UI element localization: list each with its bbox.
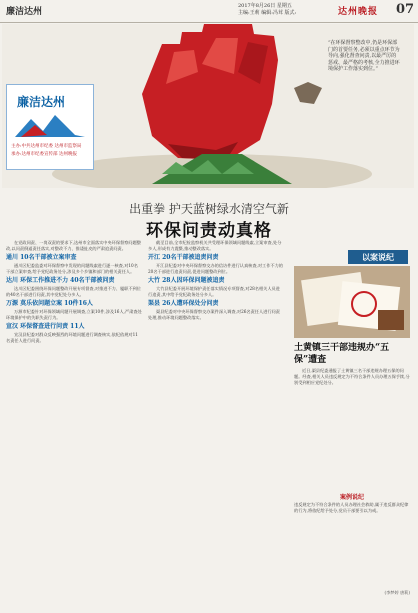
paragraph-wanyuan: 万源市纪委针对环保领域问题开展调查,立案10件,涉及16人,严肃查处环境保护中的失职失责行为。: [6, 309, 142, 320]
article-column-2: [148, 240, 284, 610]
pull-quote: “在环保督察整改中,仍是环保部门的首要任务,必须以重点环节为导向,强化督查问责,以最严厉的惩戒、最严格的考核,全力推进环境保护工作落实到位。”: [328, 40, 400, 73]
subhead-quxian: 渠县 26人遭环保处分问责: [148, 300, 219, 307]
case-heading: 案例说纪: [339, 494, 364, 501]
sidebar-photo: [294, 266, 410, 338]
case-author: (李梦婷 唐莉): [384, 590, 410, 595]
case-text: 违反规定为不符合条件的人员办理社会救助,属于违反群众纪律的行为,将依纪给予处分,党员干部要引以为戒。: [294, 502, 409, 513]
paragraph-quxian: 渠县纪委对中央环保督察交办案件深入调查,对26名责任人进行问责处理,推动环境问题整改落实。: [148, 309, 280, 320]
subhead-dachuan: 达川 环保工作推进不力 40名干部被问责: [6, 277, 115, 284]
sidebar-paragraph: 近日,渠县纪委通报了土黄镇三名干部违规办理五保的问题。经查,相关人员违反规定为不符合条件人员办理五保手续,分别受到相应党纪处分。: [294, 368, 410, 385]
column-badge: [6, 84, 94, 170]
mountain-logo-icon: [15, 113, 85, 139]
page-header: [0, 0, 418, 23]
section-title: 廉洁达州: [6, 7, 43, 17]
issue-meta: [238, 3, 296, 17]
badge-host-line: 承办:达州市纪委宣传部 达州晚报: [11, 152, 77, 157]
sidebar-text: [294, 368, 410, 387]
intro-paragraph: 在党政同责、一岗双责的要求下,达州市全面落实中央环保督察问题整改,以问责倒逼责任落实,对整改不力、推诿扯皮的严肃追责问责。: [6, 240, 141, 251]
paragraph-summary: 截至目前,全市纪检监察机关共受理环保领域问题线索,立案审查,处分多人,形成有力震慑,推动整改落实。: [148, 240, 282, 251]
newspaper-logo: 达州晚报: [338, 7, 379, 17]
sidebar-case: [290, 250, 414, 568]
hero-illustration: [2, 24, 414, 188]
subhead-tongchuan: 通川 10名干部被立案审查: [6, 254, 77, 261]
paragraph-dazhu: 大竹县纪委开展环境保护责任落实情况专项督查,对28名相关人员进行追责,其中给予党纪政务处分多人。: [148, 286, 280, 297]
badge-organizer-line: 主办:中共达州市纪委 达州市监察局: [11, 144, 82, 149]
sidebar-headline: 土黄镇三干部违规办“五保”遭查: [294, 343, 390, 365]
article-column-1: [6, 240, 142, 610]
subhead-kaijiang: 开江 20名干部被追责问责: [148, 254, 219, 261]
date-line: 2017年8月26日 星期五: [238, 3, 292, 9]
sidebar-tag: 以案说纪: [348, 250, 408, 264]
paragraph-kaijiang: 开江县纪委对中央环保督察交办的信访件进行认真核查,对工作不力的20名干部进行追责问责,促进问题整改到位。: [148, 263, 283, 274]
kicker-headline: 出重拳 护天蓝树绿水清空气新: [129, 202, 289, 216]
subhead-wanyuan: 万源 莫乐依问题立案 10件16人: [6, 300, 93, 307]
subhead-dazhu: 大竹 28人因环保问题被追责: [148, 277, 225, 284]
paragraph-xuanhan: 宣汉县纪委对群众反映强烈的环境问题进行调查核实,依纪依规对11名责任人进行问责。: [6, 332, 138, 343]
paragraph-dachuan: 达川区纪委围绕环保问题整改开展专项督查,对推进不力、履职不到位的40名干部进行问责,其中党纪处分多人。: [6, 286, 141, 297]
subhead-xuanhan: 宣汉 环保督查进行问责 11人: [6, 323, 85, 330]
badge-title: 廉洁达州: [17, 95, 66, 109]
document-photo-icon: [294, 266, 410, 338]
paragraph-tongchuan: 通川区纪委监委对环保督察中发现的问题线索进行逐一核查,对10名干部立案审查,给予党纪政务处分,涉及多个乡镇和部门的相关责任人。: [6, 263, 138, 274]
page-number: 07: [396, 2, 415, 17]
main-headline: 环保问责动真格: [146, 221, 272, 241]
editor-line: 主编:王莉 编辑:冯茸 版式:: [238, 10, 297, 16]
